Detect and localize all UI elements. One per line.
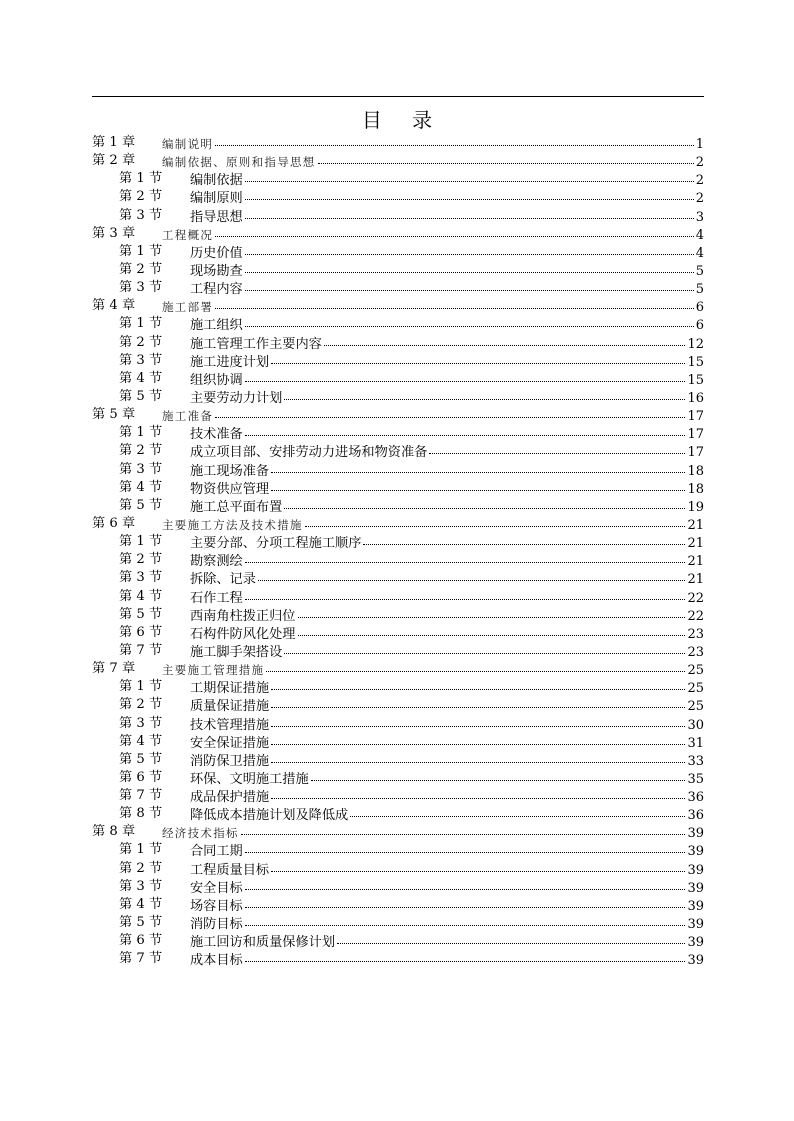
section-title: 工程质量目标	[190, 862, 270, 878]
section-title: 降低成本措施计划及降低成	[190, 808, 349, 824]
toc-section-row[interactable]	[92, 769, 704, 787]
dot-leader	[350, 805, 685, 819]
toc-section-row[interactable]	[92, 442, 704, 460]
dot-leader	[271, 751, 685, 765]
chapter-number: 第 1 章	[92, 135, 136, 150]
page-number: 21	[687, 572, 704, 588]
section-title: 安全目标	[190, 880, 243, 896]
dot-leader	[245, 279, 694, 293]
page-number: 35	[687, 771, 704, 787]
dot-leader	[245, 551, 686, 565]
dot-leader	[284, 388, 685, 402]
page-number: 4	[695, 227, 704, 243]
section-title: 施工回访和质量保修计划	[190, 935, 336, 951]
page-number: 15	[687, 354, 704, 370]
toc-chapter-row[interactable]	[92, 225, 704, 243]
header-rule	[92, 96, 704, 97]
dot-leader	[271, 715, 685, 729]
page-number: 22	[687, 590, 704, 606]
toc-section-row[interactable]	[92, 533, 704, 551]
section-number: 第 2 节	[119, 261, 163, 277]
page-number: 39	[687, 953, 704, 969]
page-number: 2	[695, 191, 704, 207]
section-title: 施工进度计划	[190, 354, 270, 370]
dot-leader	[245, 896, 686, 910]
section-number: 第 3 节	[119, 352, 163, 368]
section-number: 第 2 节	[119, 697, 163, 713]
page-number: 25	[687, 681, 704, 697]
toc-section-row[interactable]	[92, 170, 704, 188]
page-number: 39	[687, 826, 704, 842]
section-number: 第 4 节	[119, 370, 163, 386]
page-number: 21	[687, 554, 704, 570]
toc-section-row[interactable]	[92, 551, 704, 569]
dot-leader	[271, 696, 685, 710]
dot-leader	[245, 188, 694, 202]
section-title: 施工脚手架搭设	[190, 644, 283, 660]
section-number: 第 3 节	[119, 570, 163, 586]
toc-section-row[interactable]	[92, 261, 704, 279]
dot-leader	[284, 497, 685, 511]
dot-leader	[271, 860, 685, 874]
toc-section-row[interactable]	[92, 896, 704, 914]
toc-section-row[interactable]	[92, 950, 704, 968]
section-title: 勘察测绘	[190, 554, 243, 570]
section-number: 第 2 节	[119, 443, 163, 459]
section-number: 第 4 节	[119, 479, 163, 495]
section-number: 第 1 节	[119, 425, 163, 441]
section-title: 施工管理工作主要内容	[190, 336, 322, 352]
dot-leader	[245, 261, 694, 275]
page-number: 39	[687, 844, 704, 860]
chapter-number: 第 3 章	[92, 225, 136, 241]
dot-leader	[318, 152, 694, 166]
section-number: 第 5 节	[119, 388, 163, 404]
page-number: 17	[687, 409, 704, 425]
section-number: 第 5 节	[119, 915, 163, 931]
page-number: 17	[687, 427, 704, 443]
dot-leader	[324, 334, 686, 348]
dot-leader	[245, 588, 686, 602]
section-number: 第 7 节	[119, 642, 163, 658]
toc-chapter-row[interactable]	[92, 660, 704, 678]
table-of-contents	[92, 134, 704, 968]
chapter-number: 第 8 章	[92, 824, 136, 840]
chapter-title: 编制依据、原则和指导思想	[162, 155, 316, 170]
section-number: 第 3 节	[119, 715, 163, 731]
page-number: 25	[687, 663, 704, 679]
section-number: 第 1 节	[119, 679, 163, 695]
page-number: 18	[687, 481, 704, 497]
toc-section-row[interactable]	[92, 642, 704, 660]
section-number: 第 5 节	[119, 606, 163, 622]
toc-title: 目 录	[361, 108, 445, 132]
page-number: 4	[695, 245, 704, 261]
chapter-number: 第 2 章	[92, 153, 136, 169]
section-number: 第 5 节	[119, 751, 163, 767]
dot-leader	[271, 787, 685, 801]
page-number: 30	[687, 717, 704, 733]
page-number: 23	[687, 644, 704, 660]
section-title: 成本目标	[190, 953, 243, 969]
section-title: 施工现场准备	[190, 463, 270, 479]
toc-section-row[interactable]	[92, 588, 704, 606]
section-title: 质量保证措施	[190, 699, 270, 715]
page-number: 36	[687, 790, 704, 806]
section-title: 历史价值	[190, 245, 243, 261]
section-number: 第 2 节	[119, 334, 163, 350]
toc-section-row[interactable]	[92, 569, 704, 587]
section-number: 第 3 节	[119, 461, 163, 477]
page-number: 2	[695, 173, 704, 189]
section-title: 石构件防风化处理	[190, 626, 296, 642]
page-number: 39	[687, 880, 704, 896]
toc-section-row[interactable]	[92, 606, 704, 624]
section-number: 第 4 节	[119, 733, 163, 749]
page-number: 6	[695, 300, 704, 316]
toc-section-row[interactable]	[92, 315, 704, 333]
toc-section-row[interactable]	[92, 715, 704, 733]
page-number: 23	[687, 626, 704, 642]
dot-leader	[258, 569, 686, 583]
page-number: 39	[687, 935, 704, 951]
section-title: 指导思想	[190, 209, 243, 225]
dot-leader	[245, 170, 694, 184]
page-number: 17	[687, 445, 704, 461]
toc-section-row[interactable]	[92, 751, 704, 769]
page-number: 36	[687, 808, 704, 824]
dot-leader	[305, 515, 686, 529]
page-number: 1	[695, 137, 704, 152]
toc-chapter-row[interactable]	[92, 134, 704, 152]
page-number: 19	[687, 499, 704, 515]
section-number: 第 1 节	[119, 316, 163, 332]
chapter-number: 第 7 章	[92, 661, 136, 677]
dot-leader	[266, 660, 685, 674]
section-title: 合同工期	[190, 844, 243, 860]
section-number: 第 3 节	[119, 878, 163, 894]
toc-chapter-row[interactable]	[92, 823, 704, 841]
dot-leader	[245, 950, 686, 964]
chapter-number: 第 6 章	[92, 515, 136, 531]
section-title: 西南角柱拨正归位	[190, 608, 296, 624]
page-number: 5	[695, 282, 704, 298]
dot-leader	[363, 533, 685, 547]
dot-leader	[245, 207, 694, 221]
dot-leader	[271, 461, 685, 475]
dot-leader	[245, 315, 694, 329]
toc-section-row[interactable]	[92, 497, 704, 515]
section-number: 第 6 节	[119, 933, 163, 949]
section-number: 第 1 节	[119, 171, 163, 187]
dot-leader	[298, 624, 686, 638]
section-title: 组织协调	[190, 372, 243, 388]
section-title: 安全保证措施	[190, 735, 270, 751]
chapter-number: 第 4 章	[92, 298, 136, 314]
section-number: 第 4 节	[119, 896, 163, 912]
dot-leader	[337, 932, 685, 946]
toc-section-row[interactable]	[92, 860, 704, 878]
section-number: 第 3 节	[119, 280, 163, 296]
dot-leader	[215, 406, 685, 420]
dot-leader	[245, 878, 686, 892]
section-title: 物资供应管理	[190, 481, 270, 497]
toc-chapter-row[interactable]	[92, 406, 704, 424]
chapter-title: 施工准备	[162, 409, 214, 424]
section-number: 第 3 节	[119, 207, 163, 223]
toc-section-row[interactable]	[92, 207, 704, 225]
toc-section-row[interactable]	[92, 914, 704, 932]
toc-section-row[interactable]	[92, 334, 704, 352]
dot-leader	[215, 134, 694, 148]
section-number: 第 1 节	[119, 243, 163, 259]
page-number: 25	[687, 699, 704, 715]
dot-leader	[245, 841, 686, 855]
dot-leader	[429, 442, 685, 456]
page-number: 22	[687, 608, 704, 624]
toc-section-row[interactable]	[92, 188, 704, 206]
section-title: 消防目标	[190, 917, 243, 933]
chapter-title: 经济技术指标	[162, 826, 239, 841]
chapter-title: 编制说明	[162, 137, 214, 151]
section-number: 第 2 节	[119, 189, 163, 205]
page-number: 12	[687, 336, 704, 352]
toc-section-row[interactable]	[92, 787, 704, 805]
toc-chapter-row[interactable]	[92, 152, 704, 170]
page-number: 33	[687, 753, 704, 769]
section-number: 第 5 节	[119, 497, 163, 513]
section-number: 第 2 节	[119, 552, 163, 568]
toc-section-row[interactable]	[92, 841, 704, 859]
page-number: 18	[687, 463, 704, 479]
section-number: 第 6 节	[119, 624, 163, 640]
page-number: 31	[687, 735, 704, 751]
dot-leader	[245, 243, 694, 257]
dot-leader	[298, 606, 686, 620]
toc-chapter-row[interactable]	[92, 297, 704, 315]
chapter-title: 主要施工方法及技术措施	[162, 517, 303, 532]
dot-leader	[241, 823, 686, 837]
page-number: 21	[687, 517, 704, 533]
dot-leader	[311, 769, 686, 783]
dot-leader	[284, 642, 685, 656]
section-title: 技术准备	[190, 427, 243, 443]
dot-leader	[215, 297, 694, 311]
section-title: 主要劳动力计划	[190, 390, 283, 406]
section-title: 编制原则	[190, 191, 243, 207]
section-title: 石作工程	[190, 590, 243, 606]
toc-section-row[interactable]	[92, 479, 704, 497]
chapter-title: 工程概况	[162, 227, 214, 242]
toc-section-row[interactable]	[92, 678, 704, 696]
section-title: 消防保卫措施	[190, 753, 270, 769]
toc-section-row[interactable]	[92, 805, 704, 823]
toc-section-row[interactable]	[92, 932, 704, 950]
toc-section-row[interactable]	[92, 352, 704, 370]
section-title: 工期保证措施	[190, 681, 270, 697]
page-number: 39	[687, 862, 704, 878]
page-number: 2	[695, 155, 704, 171]
page-number: 5	[695, 263, 704, 279]
section-title: 编制依据	[190, 173, 243, 189]
toc-section-row[interactable]	[92, 878, 704, 896]
toc-section-row[interactable]	[92, 733, 704, 751]
dot-leader	[215, 225, 694, 239]
toc-section-row[interactable]	[92, 388, 704, 406]
dot-leader	[245, 914, 686, 928]
section-title: 工程内容	[190, 282, 243, 298]
section-number: 第 8 节	[119, 806, 163, 822]
section-title: 场容目标	[190, 898, 243, 914]
section-title: 拆除、记录	[190, 572, 256, 588]
dot-leader	[271, 352, 685, 366]
section-title: 主要分部、分项工程施工顺序	[190, 536, 362, 552]
dot-leader	[271, 678, 685, 692]
toc-section-row[interactable]	[92, 624, 704, 642]
toc-chapter-row[interactable]	[92, 515, 704, 533]
dot-leader	[245, 424, 686, 438]
section-number: 第 6 节	[119, 769, 163, 785]
page-number: 16	[687, 390, 704, 406]
page-number: 15	[687, 372, 704, 388]
toc-section-row[interactable]	[92, 696, 704, 714]
section-title: 施工组织	[190, 318, 243, 334]
page-number: 3	[695, 209, 704, 225]
chapter-title: 主要施工管理措施	[162, 663, 265, 678]
section-title: 现场勘查	[190, 263, 243, 279]
section-number: 第 4 节	[119, 588, 163, 604]
dot-leader	[245, 370, 686, 384]
section-title: 技术管理措施	[190, 717, 270, 733]
section-title: 成品保护措施	[190, 790, 270, 806]
section-number: 第 7 节	[119, 788, 163, 804]
page-number: 39	[687, 917, 704, 933]
section-title: 施工总平面布置	[190, 499, 283, 515]
section-title: 环保、文明施工措施	[190, 771, 309, 787]
page-number: 6	[695, 318, 704, 334]
page-number: 39	[687, 898, 704, 914]
toc-section-row[interactable]	[92, 279, 704, 297]
section-number: 第 7 节	[119, 951, 163, 967]
dot-leader	[271, 733, 685, 747]
section-number: 第 1 节	[119, 842, 163, 858]
toc-section-row[interactable]	[92, 370, 704, 388]
toc-section-row[interactable]	[92, 424, 704, 442]
section-number: 第 2 节	[119, 860, 163, 876]
toc-section-row[interactable]	[92, 243, 704, 261]
chapter-title: 施工部署	[162, 300, 214, 315]
toc-section-row[interactable]	[92, 461, 704, 479]
chapter-number: 第 5 章	[92, 407, 136, 423]
dot-leader	[271, 479, 685, 493]
section-title: 成立项目部、安排劳动力进场和物资准备	[190, 445, 428, 461]
section-number: 第 1 节	[119, 534, 163, 550]
page-number: 21	[687, 536, 704, 552]
